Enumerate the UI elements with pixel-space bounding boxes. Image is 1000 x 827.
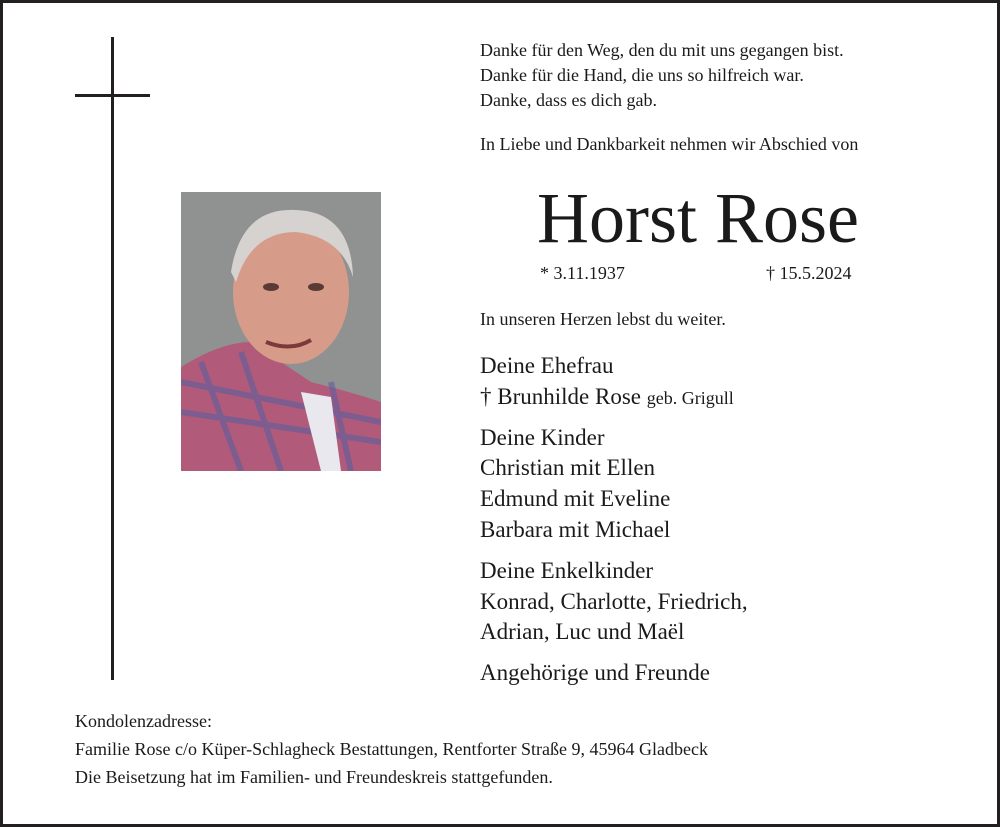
spouse-name: † Brunhilde Rose <box>480 384 641 409</box>
poem-line: Danke für den Weg, den du mit uns gegangen bist. <box>480 40 844 60</box>
birth-date: * 3.11.1937 <box>540 263 625 283</box>
child-entry: Christian mit Ellen <box>480 455 656 480</box>
child-entry: Barbara mit Michael <box>480 517 671 542</box>
spouse-line <box>480 381 734 414</box>
motto-text: In unseren Herzen lebst du weiter. <box>480 309 726 329</box>
condolence-address: Familie Rose c/o Küper-Schlagheck Bestattungen, Rentforter Straße 9, 45964 Gladbeck <box>75 739 708 759</box>
poem-line: Danke, dass es dich gab. <box>480 90 657 110</box>
spouse-maiden-name: geb. Grigull <box>646 388 734 408</box>
grandchildren-entry: Adrian, Luc und Maël <box>480 619 685 644</box>
cross-icon-horizontal <box>75 94 150 97</box>
grandchildren-heading: Deine Enkelkinder <box>480 558 654 583</box>
others-line: Angehörige und Freunde <box>480 660 710 685</box>
poem-line: Danke für die Hand, die uns so hilfreich war. <box>480 65 804 85</box>
burial-note: Die Beisetzung hat im Familien- und Freundeskreis stattgefunden. <box>75 767 553 787</box>
cross-icon-vertical <box>111 37 114 680</box>
intro-text: In Liebe und Dankbarkeit nehmen wir Abschied von <box>480 134 859 154</box>
children-heading: Deine Kinder <box>480 425 605 450</box>
spouse-heading: Deine Ehefrau <box>480 353 614 378</box>
grandchildren-entry: Konrad, Charlotte, Friedrich, <box>480 589 748 614</box>
condolence-label: Kondolenzadresse: <box>75 711 212 731</box>
portrait-photo <box>181 192 381 471</box>
child-entry: Edmund mit Eveline <box>480 486 671 511</box>
death-date: † 15.5.2024 <box>766 263 852 283</box>
deceased-name: Horst Rose <box>537 178 859 258</box>
